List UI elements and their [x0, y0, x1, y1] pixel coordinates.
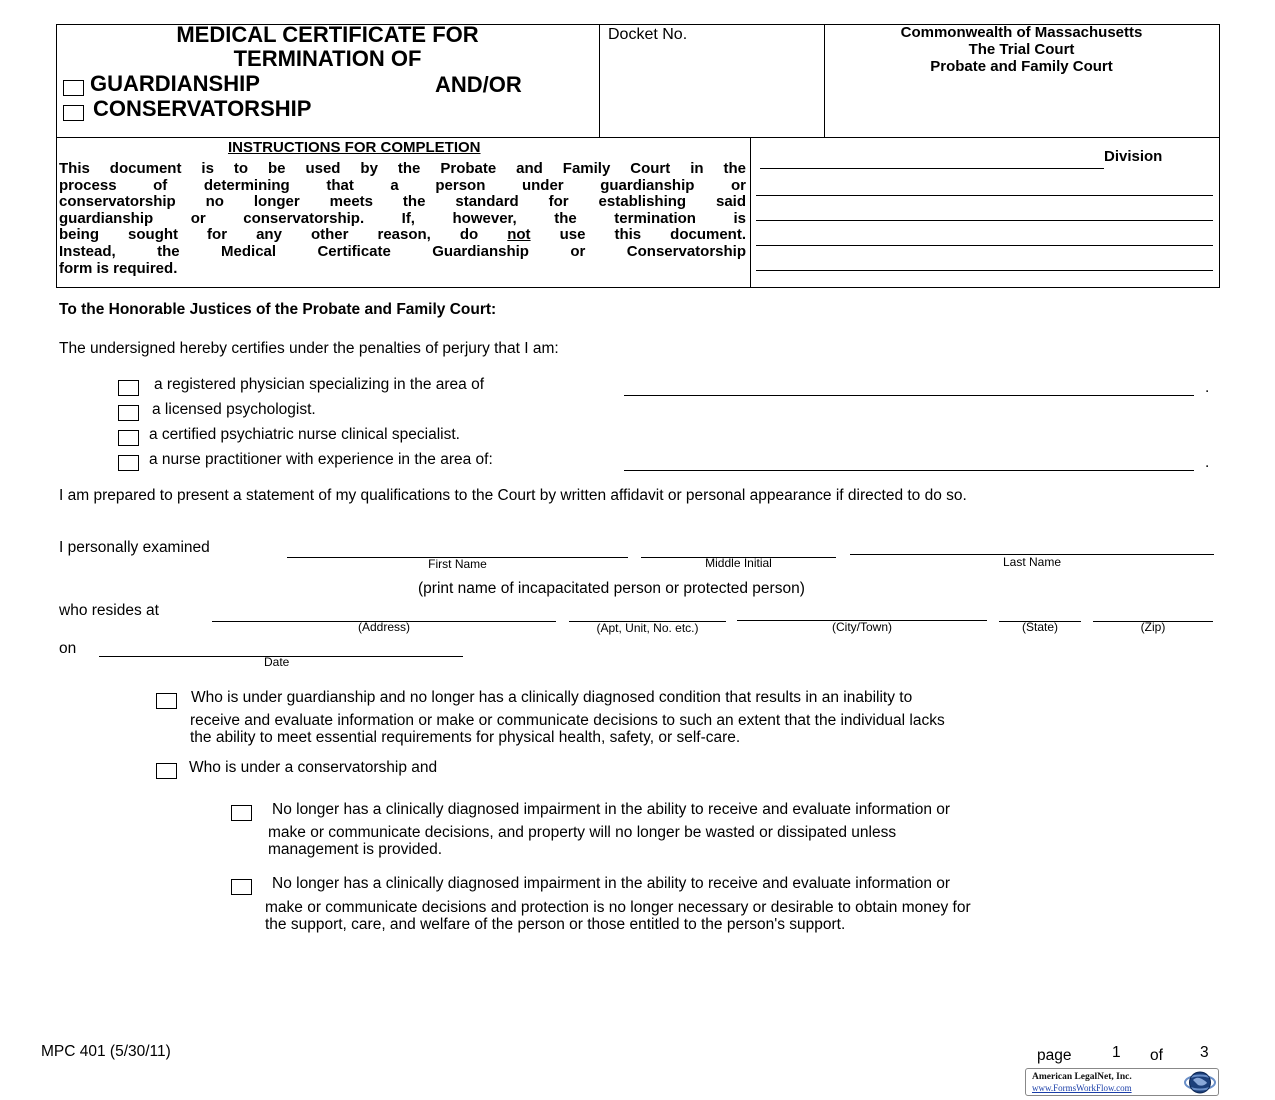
physician-label: a registered physician specializing in the area of	[154, 376, 484, 393]
and-or-label: AND/OR	[435, 72, 522, 97]
logo-company-name: American LegalNet, Inc.	[1032, 1072, 1132, 1082]
physician-specialty-line[interactable]	[624, 395, 1194, 396]
physician-checkbox[interactable]	[118, 380, 139, 396]
division-label: Division	[1104, 148, 1163, 165]
instructions-text-part: being sought for any other reason, do	[59, 226, 479, 244]
instructions-col-divider	[750, 137, 751, 287]
form-title-line2: TERMINATION OF	[233, 46, 422, 71]
instructions-line: form is required.	[59, 259, 178, 277]
city-label: (City/Town)	[831, 620, 892, 634]
of-label: of	[1150, 1047, 1163, 1064]
docket-label: Docket No.	[608, 26, 688, 43]
american-legalnet-logo[interactable]	[1025, 1068, 1219, 1096]
division-address-line-4[interactable]	[756, 270, 1213, 271]
court-name-line2: The Trial Court	[968, 41, 1075, 58]
instructions-line	[59, 227, 746, 244]
nurse-practitioner-label: a nurse practitioner with experience in the area of:	[149, 451, 493, 468]
instructions-line: guardianship or conservatorship. If, however, the termination is	[59, 209, 746, 227]
form-id: MPC 401 (5/30/11)	[41, 1043, 171, 1060]
instructions-line: conservatorship no longer meets the standard for establishing said	[59, 193, 746, 211]
page-number: 1	[1112, 1044, 1121, 1061]
conservatorship-option-b-line2: make or communicate decisions and protection is no longer necessary or desirable to obtain money for	[265, 899, 971, 916]
instructions-heading: INSTRUCTIONS FOR COMPLETION	[228, 139, 481, 156]
conservatorship-clause-label: Who is under a conservatorship and	[189, 759, 438, 776]
nurse-practitioner-area-line[interactable]	[624, 470, 1194, 471]
salutation: To the Honorable Justices of the Probate and Family Court:	[59, 301, 497, 318]
guardianship-clause-line1: Who is under guardianship and no longer has a clinically diagnosed condition that results in an inability to	[191, 689, 913, 706]
instructions-text-part: use this document.	[559, 226, 747, 244]
guardianship-option-label: GUARDIANSHIP	[90, 71, 260, 96]
nurse-practitioner-period: .	[1205, 454, 1210, 471]
conservatorship-option-a-line3: management is provided.	[268, 841, 443, 858]
guardianship-clause-line3: the ability to meet essential requirements for physical health, safety, or self-care.	[190, 729, 741, 746]
conservatorship-option-b-checkbox[interactable]	[231, 879, 252, 895]
state-label: (State)	[1021, 620, 1058, 634]
form-title-line1: MEDICAL CERTIFICATE FOR	[176, 22, 479, 47]
docket-input[interactable]	[602, 48, 822, 134]
address-label: (Address)	[357, 620, 410, 634]
conservatorship-checkbox[interactable]	[63, 105, 84, 121]
instructions-text	[59, 161, 746, 277]
guardianship-clause-checkbox[interactable]	[156, 693, 177, 709]
psychologist-checkbox[interactable]	[118, 405, 139, 421]
certify-statement: The undersigned hereby certifies under the penalties of perjury that I am:	[59, 340, 559, 357]
guardianship-checkbox[interactable]	[63, 80, 84, 96]
division-address-line-1[interactable]	[756, 195, 1213, 196]
physician-period: .	[1205, 379, 1210, 396]
date-label: Date	[264, 655, 290, 669]
court-name-line1: Commonwealth of Massachusetts	[900, 24, 1143, 41]
nurse-practitioner-checkbox[interactable]	[118, 455, 139, 471]
division-address-line-3[interactable]	[756, 245, 1213, 246]
conservatorship-option-a-line1: No longer has a clinically diagnosed impairment in the ability to receive and evaluate information or	[272, 801, 951, 818]
print-name-note: (print name of incapacitated person or protected person)	[418, 580, 805, 597]
on-label: on	[59, 640, 77, 657]
conservatorship-option-b-line3: the support, care, and welfare of the person or those entitled to the person's support.	[265, 916, 846, 933]
conservatorship-option-a-line2: make or communicate decisions, and property will no longer be wasted or dissipated unless	[268, 824, 897, 841]
first-name-label: First Name	[428, 557, 487, 571]
guardianship-clause-line2: receive and evaluate information or make or communicate decisions to such an extent that the individual lacks	[190, 712, 945, 729]
division-name-line[interactable]	[760, 168, 1104, 169]
header-col-divider-1	[599, 24, 600, 137]
conservatorship-option-a-checkbox[interactable]	[231, 805, 252, 821]
court-name-line3: Probate and Family Court	[930, 58, 1113, 75]
last-name-label: Last Name	[1002, 555, 1062, 569]
header-row-divider	[56, 137, 1219, 138]
apt-label: (Apt, Unit, No. etc.)	[596, 621, 699, 635]
page-label: page	[1037, 1047, 1072, 1064]
zip-label: (Zip)	[1140, 620, 1166, 634]
instructions-line: process of determining that a person under guardianship or	[59, 176, 746, 194]
psychiatric-nurse-label: a certified psychiatric nurse clinical specialist.	[149, 426, 460, 443]
psychiatric-nurse-checkbox[interactable]	[118, 430, 139, 446]
logo-url: www.FormsWorkFlow.com	[1032, 1083, 1132, 1093]
conservatorship-option-b-line1: No longer has a clinically diagnosed impairment in the ability to receive and evaluate information or	[272, 875, 951, 892]
globe-icon	[1183, 1070, 1217, 1095]
division-address-line-2[interactable]	[756, 220, 1213, 221]
examined-label: I personally examined	[59, 539, 210, 556]
conservatorship-clause-checkbox[interactable]	[156, 763, 177, 779]
instructions-line: Instead, the Medical Certificate Guardianship or Conservatorship	[59, 242, 746, 260]
middle-initial-label: Middle Initial	[705, 556, 772, 570]
page-total: 3	[1200, 1044, 1209, 1061]
instructions-emphasis: not	[507, 226, 531, 244]
instructions-line: This document is to be used by the Probate and Family Court in the	[59, 160, 746, 177]
resides-label: who resides at	[59, 602, 159, 619]
qualifications-statement: I am prepared to present a statement of my qualifications to the Court by written affidavit or personal appearance if directed to do so.	[59, 487, 967, 504]
conservatorship-option-label: CONSERVATORSHIP	[93, 96, 312, 121]
psychologist-label: a licensed psychologist.	[152, 401, 316, 418]
